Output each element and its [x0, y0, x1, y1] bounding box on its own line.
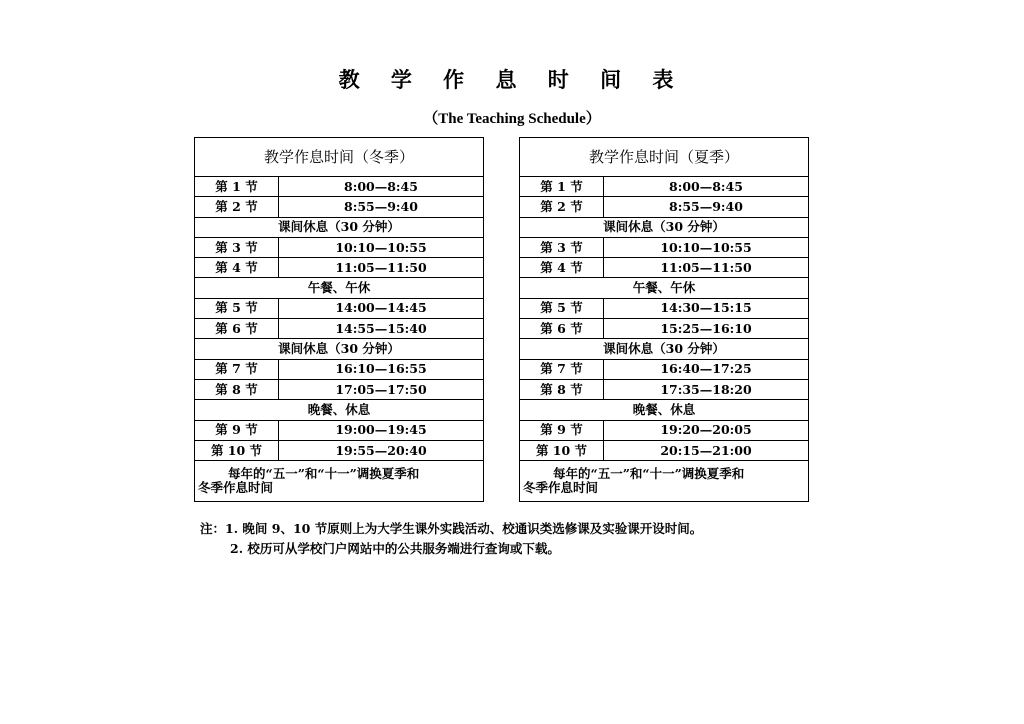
- break-row: [195, 217, 484, 237]
- period-label: 第 10 节: [520, 440, 604, 460]
- break-row: [520, 339, 809, 359]
- period-label: 第 7 节: [520, 359, 604, 379]
- period-time: 8:55—9:40: [279, 197, 484, 217]
- period-time: 8:00—8:45: [604, 177, 809, 197]
- period-label: 第 6 节: [520, 319, 604, 339]
- period-label: 第 10 节: [195, 440, 279, 460]
- winter-schedule-table: [194, 137, 484, 502]
- break-row: [520, 217, 809, 237]
- period-time: 8:00—8:45: [279, 177, 484, 197]
- footnote-1: 注：1. 晚间 9、10 节原则上为大学生课外实践活动、校通识类选修课及实验课开设时间。: [200, 521, 703, 536]
- period-label: 第 4 节: [520, 258, 604, 278]
- season-switch-note: [195, 461, 484, 502]
- table-row: [195, 359, 484, 379]
- page-title: 教 学 作 息 时 间 表: [338, 68, 686, 92]
- table-row: [195, 258, 484, 278]
- period-label: 第 6 节: [195, 319, 279, 339]
- footnotes: [200, 519, 702, 559]
- table-row: [195, 197, 484, 217]
- period-label: 第 5 节: [520, 298, 604, 318]
- period-time: 11:05—11:50: [279, 258, 484, 278]
- period-label: 第 3 节: [520, 237, 604, 257]
- period-time: 8:55—9:40: [604, 197, 809, 217]
- period-label: 第 1 节: [195, 177, 279, 197]
- table-header: 教学作息时间（夏季）: [520, 138, 809, 177]
- break-label: 晚餐、休息: [520, 400, 809, 420]
- break-label: 课间休息（30 分钟）: [195, 217, 484, 237]
- period-label: 第 5 节: [195, 298, 279, 318]
- table-row: [195, 319, 484, 339]
- period-time: 14:30—15:15: [604, 298, 809, 318]
- period-time: 17:35—18:20: [604, 379, 809, 399]
- period-time: 11:05—11:50: [604, 258, 809, 278]
- table-row: [520, 319, 809, 339]
- note-line-1: 每年的“五一”和“十一”调换夏季和: [553, 466, 745, 482]
- period-time: 14:55—15:40: [279, 319, 484, 339]
- table-header: 教学作息时间（冬季）: [195, 138, 484, 177]
- break-label: 午餐、午休: [195, 278, 484, 298]
- table-row: [520, 440, 809, 460]
- table-row: [520, 298, 809, 318]
- break-label: 课间休息（30 分钟）: [195, 339, 484, 359]
- period-label: 第 7 节: [195, 359, 279, 379]
- period-time: 16:40—17:25: [604, 359, 809, 379]
- break-label: 课间休息（30 分钟）: [520, 217, 809, 237]
- period-label: 第 1 节: [520, 177, 604, 197]
- summer-schedule-table: [519, 137, 809, 502]
- note-line-2: 冬季作息时间: [523, 480, 599, 496]
- period-label: 第 8 节: [520, 379, 604, 399]
- break-row: [520, 278, 809, 298]
- period-label: 第 9 节: [520, 420, 604, 440]
- period-time: 20:15—21:00: [604, 440, 809, 460]
- period-label: 第 4 节: [195, 258, 279, 278]
- table-row: [520, 379, 809, 399]
- page-subtitle: （The Teaching Schedule）: [423, 111, 601, 127]
- period-label: 第 2 节: [520, 197, 604, 217]
- table-row: [520, 420, 809, 440]
- table-row: [195, 298, 484, 318]
- period-time: 10:10—10:55: [279, 237, 484, 257]
- table-row: [520, 359, 809, 379]
- table-row: [195, 420, 484, 440]
- period-label: 第 8 节: [195, 379, 279, 399]
- note-line-1: 每年的“五一”和“十一”调换夏季和: [228, 466, 420, 482]
- break-label: 晚餐、休息: [195, 400, 484, 420]
- table-row: [520, 177, 809, 197]
- footnote-2: 2. 校历可从学校门户网站中的公共服务端进行查询或下载。: [230, 541, 560, 556]
- break-row: [195, 278, 484, 298]
- period-time: 10:10—10:55: [604, 237, 809, 257]
- period-time: 15:25—16:10: [604, 319, 809, 339]
- note-line-2: 冬季作息时间: [198, 480, 274, 496]
- period-time: 19:00—19:45: [279, 420, 484, 440]
- table-row: [195, 440, 484, 460]
- table-row: [195, 237, 484, 257]
- break-row: [520, 400, 809, 420]
- table-row: [520, 258, 809, 278]
- break-label: 课间休息（30 分钟）: [520, 339, 809, 359]
- note-row: [520, 461, 809, 502]
- table-row: [520, 197, 809, 217]
- period-time: 14:00—14:45: [279, 298, 484, 318]
- period-label: 第 9 节: [195, 420, 279, 440]
- period-time: 19:20—20:05: [604, 420, 809, 440]
- period-label: 第 3 节: [195, 237, 279, 257]
- break-row: [195, 339, 484, 359]
- period-time: 17:05—17:50: [279, 379, 484, 399]
- table-row: [520, 237, 809, 257]
- period-time: 16:10—16:55: [279, 359, 484, 379]
- season-switch-note: [520, 461, 809, 502]
- period-label: 第 2 节: [195, 197, 279, 217]
- break-label: 午餐、午休: [520, 278, 809, 298]
- break-row: [195, 400, 484, 420]
- note-row: [195, 461, 484, 502]
- table-row: [195, 379, 484, 399]
- period-time: 19:55—20:40: [279, 440, 484, 460]
- table-row: [195, 177, 484, 197]
